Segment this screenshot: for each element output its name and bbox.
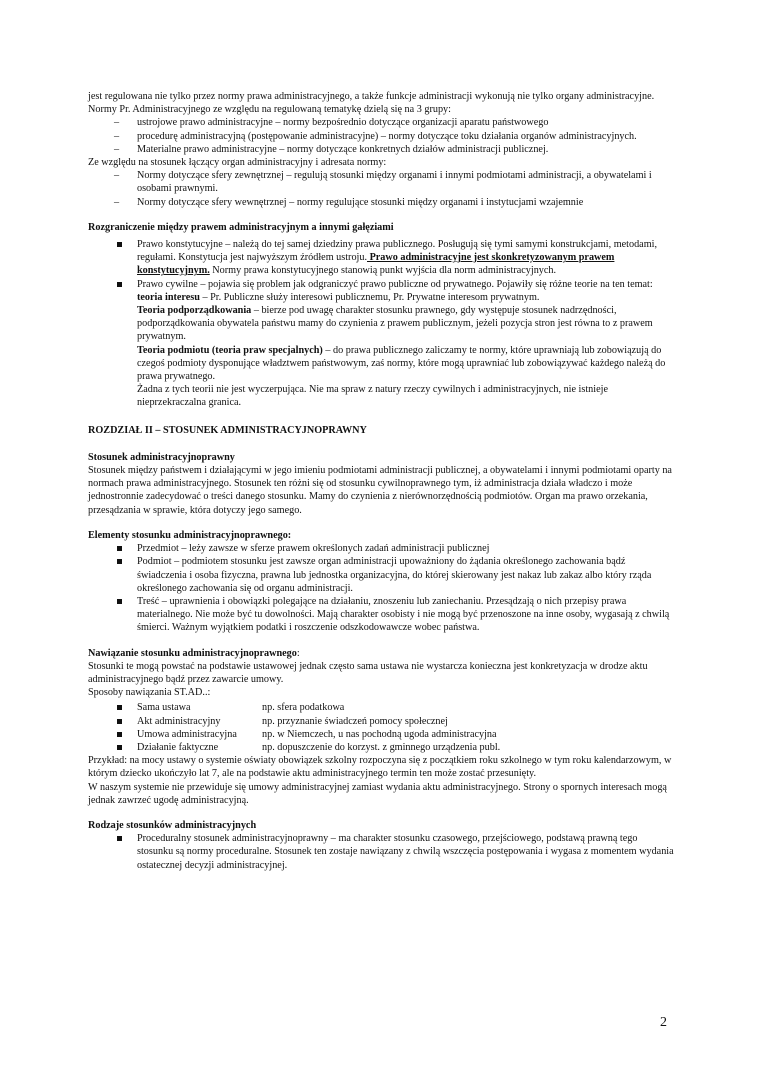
- paragraph-intro: jest regulowana nie tylko przez normy prawa administracyjnego, a także funkcje administracji wykonują nie tylko organy administracyjne.: [88, 91, 655, 102]
- list-item: Podmiot – podmiotem stosunku jest zawsze organ administracji upoważniony do żądania określonego zachowania bądź świadczenia i osoba fizyczna, prawna lub jednostka organizacyjna, do której skierowany jest nakaz lub zakaz albo który rząda określonego zachowania się od organu administracji.: [88, 555, 676, 595]
- rodzaje-list: [88, 832, 676, 872]
- heading-rozgraniczenie: Rozgraniczenie między prawem administracyjnym a innymi gałęziami: [88, 221, 394, 233]
- list-item: Proceduralny stosunek administracyjnoprawny – ma charakter stosunku czasowego, przejściowego, podstawą prawną tego stosunku są normy proceduralne. Stosunek ten zostaje nawiązany z chwilą wszczęcia postępowania i wygasa z momentem wydania ostatecznej decyzji administracyjnej.: [88, 832, 676, 872]
- list-item: – procedurę administracyjną (postępowanie administracyjne) – normy dotyczące toku działania organów administracyjnych.: [88, 130, 676, 143]
- list-item-konstytucyjne: Prawo konstytucyjne – należą do tej samej dziedziny prawa publicznego. Posługują się tymi samymi konstrukcjami, metodami, regułami. Konstytucja jest najwyższym źródłem ustroju. Prawo administracyjne jest skonkretyzowanym prawem konstytucyjnym. Normy prawa konstytucyjnego stanowią punkt wyjścia dla norm administracyjnych.: [88, 238, 676, 278]
- list-item: Przedmiot – leży zawsze w sferze prawem określonych zadań administracji publicznej: [88, 542, 676, 555]
- list-item: Akt administracyjny np. przyznanie świadczeń pomocy społecznej: [88, 715, 676, 728]
- heading-nawiazanie: Nawiązanie stosunku administracyjnoprawnego: [88, 647, 297, 659]
- list-item: Umowa administracyjna np. w Niemczech, u nas pochodną ugoda administracyjna: [88, 728, 676, 741]
- document-page: [88, 90, 676, 872]
- list-item: – Materialne prawo administracyjne – normy dotyczące konkretnych działów administracji publicznej.: [88, 143, 676, 156]
- list-item: Treść – uprawnienia i obowiązki polegające na działaniu, znoszeniu lub zaniechaniu. Przesądzają o nich przepisy prawa materialnego. Nie może być tu dowolności. Mają charakter osobisty i nie mogą być przenoszone na inne osoby, wygasają z chwilą śmierci. Ważnym wyjątkiem podatki i roszczenie odszkodowawcze wobec państwa.: [88, 595, 676, 635]
- norm-groups-list: [88, 116, 676, 156]
- ways-list: [88, 701, 676, 754]
- elements-list: [88, 542, 676, 634]
- paragraph-przyklad: Przykład: na mocy ustawy o systemie oświaty obowiązek szkolny rozpoczyna się z początkiem roku szkolnego w tym roku kalendarzowym, w którym dziecko ukończyło lat 7, ale na podstawie aktu administracyjnego termin ten może zostać przesunięty.: [88, 755, 672, 780]
- heading-elementy: Elementy stosunku administracyjnoprawnego:: [88, 529, 292, 541]
- list-item: – Normy dotyczące sfery wewnętrznej – normy regulujące stosunki między organami i instytucjami wzajemnie: [88, 196, 676, 209]
- paragraph-stosunek: Stosunek między państwem i działającymi w jego imieniu podmiotami administracji publicznej, a obywatelami i innymi podmiotami oparty na normach prawa administracyjnego. Stosunek ten różni się od stosunku cywilnoprawnego tym, iż administracja działa władczo i może jednostronnie zadecydować o treści danego stosunku. Mamy do czynienia z nierównorzędnością podmiotów. Organ ma prawo orzekania, przesądzania w sprawie, która dotyczy jego samego.: [88, 465, 672, 516]
- theory-name: Teoria podporządkowania: [137, 305, 252, 317]
- paragraph-sposoby: Sposoby nawiązania ST.AD..:: [88, 687, 211, 699]
- addressee-list: [88, 169, 676, 209]
- paragraph-norm-groups: Normy Pr. Administracyjnego ze względu na regulowaną tematykę dzielą się na 3 grupy:: [88, 104, 451, 116]
- list-item: – Normy dotyczące sfery zewnętrznej – regulują stosunki między organami i innymi podmiotami administracji, a obywatelami i osobami prawnymi.: [88, 169, 676, 195]
- heading-nawiazanie-line: Nawiązanie stosunku administracyjnoprawnego:: [88, 647, 300, 659]
- heading-stosunek: Stosunek administracyjnoprawny: [88, 451, 235, 463]
- paragraph-addressees: Ze względu na stosunek łączący organ administracyjny i adresata normy:: [88, 157, 387, 169]
- emphasis-text: Prawo administracyjne jest skonkretyzowanym prawem konstytucyjnym.: [137, 252, 615, 277]
- heading-rodzaje: Rodzaje stosunków administracyjnych: [88, 819, 257, 831]
- chapter-heading: ROZDZIAŁ II – STOSUNEK ADMINISTRACYJNOPRAWNY: [88, 424, 367, 436]
- theory-name: teoria interesu: [137, 291, 200, 303]
- list-item: Sama ustawa np. sfera podatkowa: [88, 701, 676, 714]
- list-item-cywilne: Prawo cywilne – pojawia się problem jak odgraniczyć prawo publiczne od prywatnego. Pojawiły się różne teorie na ten temat: teoria interesu – Pr. Publiczne służy interesowi publicznemu, Pr. Prywatne interesom prywatnym. Teoria podporządkowania – bierze pod uwagę charakter stosunku prawnego, gdy występuje stosunek nadrzędności, podporządkowania obywatela państwu mamy do czynienia z prawem publicznym, jeżeli pozycja stron jest równa to z prawem prywatnym. Teoria podmiotu (teoria praw specjalnych) – do prawa publicznego zaliczamy te normy, które uprawniają lub zobowiązują do czegoś podmioty dysponujące władztwem państwowym, zaś normy, które mogą uprawniać lub zobowiązywać każdego należą do prawa prywatnego. Żadna z tych teorii nie jest wyczerpująca. Nie ma spraw z natury rzeczy cywilnych i administracyjnych, nie istnieje nieprzekraczalna granica.: [88, 278, 676, 410]
- paragraph-system: W naszym systemie nie przewiduje się umowy administracyjnej zamiast wydania aktu administracyjnego. Strony o spornych interesach mogą jednak zawrzeć ugodę administracyjną.: [88, 781, 667, 806]
- page-number: 2: [660, 1015, 667, 1030]
- list-item: Działanie faktyczne np. dopuszczenie do korzyst. z gminnego urządzenia publ.: [88, 741, 676, 754]
- theory-name: Teoria podmiotu (teoria praw specjalnych): [137, 344, 323, 356]
- branches-list: [88, 238, 676, 410]
- list-item: – ustrojowe prawo administracyjne – normy bezpośrednio dotyczące organizacji aparatu państwowego: [88, 116, 676, 129]
- paragraph-nawiazanie: Stosunki te mogą powstać na podstawie ustawowej jednak często sama ustawa nie wystarcza konieczna jest konkretyzacja w drodze aktu administracyjnego bądź przez zawarcie umowy.: [88, 660, 648, 685]
